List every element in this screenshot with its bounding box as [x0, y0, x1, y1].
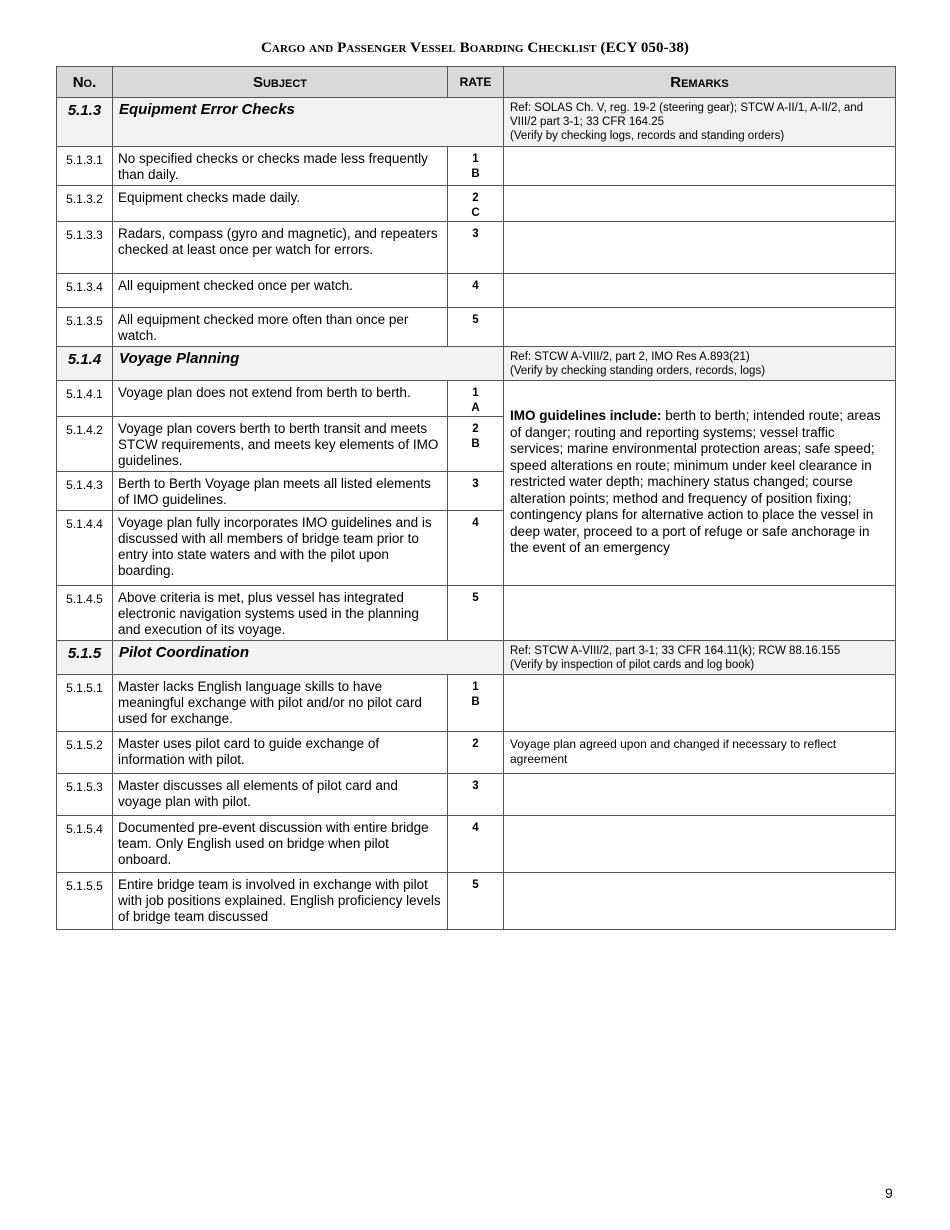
header-subject: Subject: [113, 67, 448, 98]
item-rate: [448, 873, 504, 930]
rate-value: 1: [472, 681, 479, 693]
item-number: 5.1.5.3: [57, 774, 113, 816]
table-row: [57, 675, 896, 732]
section-title: Pilot Coordination: [113, 641, 504, 675]
section-verify-text: (Verify by checking standing orders, records, logs): [510, 365, 766, 377]
item-number: 5.1.5.5: [57, 873, 113, 930]
header-rate: RATE: [448, 67, 504, 98]
rate-code: B: [471, 168, 480, 180]
item-remark: [504, 586, 896, 641]
rate-value: 5: [472, 592, 479, 604]
table-row: [57, 873, 896, 930]
table-row: [57, 186, 896, 222]
table-row: [57, 147, 896, 186]
item-subject: Voyage plan fully incorporates IMO guidelines and is discussed with all members of bridge team prior to entry into state waters and with the pilot upon boarding.: [113, 511, 448, 586]
header-no: No.: [57, 67, 113, 98]
item-rate: [448, 308, 504, 347]
checklist-table: [56, 66, 896, 930]
rate-value: 5: [472, 314, 479, 326]
section-ref-text: Ref: SOLAS Ch. V, reg. 19-2 (steering gear); STCW A-II/1, A-II/2, and VIII/2 part 3-1; 33 CFR 164.25: [510, 102, 864, 128]
item-subject: Voyage plan does not extend from berth to berth.: [113, 381, 448, 417]
rate-value: 3: [472, 780, 479, 792]
imo-guidelines-label: IMO guidelines include:: [510, 408, 662, 423]
section-number: 5.1.3: [57, 98, 113, 147]
item-subject: Voyage plan covers berth to berth transit and meets STCW requirements, and meets key elements of IMO guidelines.: [113, 417, 448, 472]
rate-value: 2: [472, 738, 479, 750]
header-remarks: Remarks: [504, 67, 896, 98]
item-remark: [504, 873, 896, 930]
rate-value: 3: [472, 228, 479, 240]
item-number: 5.1.3.5: [57, 308, 113, 347]
item-subject: No specified checks or checks made less frequently than daily.: [113, 147, 448, 186]
rate-value: 1: [472, 387, 479, 399]
rate-value: 4: [472, 280, 479, 292]
section-ref-text: Ref: STCW A-VIII/2, part 2, IMO Res A.893(21): [510, 351, 750, 363]
item-number: 5.1.3.3: [57, 222, 113, 274]
rate-code: A: [471, 402, 480, 414]
rate-code: B: [471, 438, 480, 450]
header-row: [57, 67, 896, 98]
rate-value: 4: [472, 822, 479, 834]
item-number: 5.1.5.4: [57, 816, 113, 873]
section-reference: [504, 98, 896, 147]
item-subject: Entire bridge team is involved in exchange with pilot with job positions explained. English proficiency levels of bridge team discussed: [113, 873, 448, 930]
item-remark: Voyage plan agreed upon and changed if necessary to reflect agreement: [504, 732, 896, 774]
item-number: 5.1.4.5: [57, 586, 113, 641]
document-title: Cargo and Passenger Vessel Boarding Checklist (ECY 050-38): [260, 40, 690, 56]
item-subject: Master discusses all elements of pilot card and voyage plan with pilot.: [113, 774, 448, 816]
item-subject: Above criteria is met, plus vessel has integrated electronic navigation systems used in the planning and execution of its voyage.: [113, 586, 448, 641]
page-number: 9: [885, 1185, 893, 1201]
imo-guidelines-text: berth to berth; intended route; areas of danger; routing and reporting systems; vessel traffic services; marine environmental protection areas; safe speed; speed alterations en route; minimum under keel clearance in restricted water depth; machinery status changed; course alteration points; method and frequency of position fixing; contingency plans for alternative action to place the vessel in deep water, proceed to a port of refuge or safe anchorage in the event of an emergency: [510, 408, 881, 555]
item-number: 5.1.3.1: [57, 147, 113, 186]
item-remark: [504, 222, 896, 274]
section-number: 5.1.5: [57, 641, 113, 675]
table-row: [57, 308, 896, 347]
item-remark: [504, 274, 896, 308]
item-rate: [448, 586, 504, 641]
item-rate: [448, 381, 504, 417]
section-row-voyage-planning: [57, 347, 896, 381]
item-subject: Equipment checks made daily.: [113, 186, 448, 222]
item-remark: [504, 308, 896, 347]
item-remark: [504, 147, 896, 186]
rate-code: B: [471, 696, 480, 708]
rate-value: 2: [472, 192, 479, 204]
item-number: 5.1.4.1: [57, 381, 113, 417]
table-row: [57, 732, 896, 774]
item-rate: [448, 222, 504, 274]
item-rate: [448, 186, 504, 222]
table-row: [57, 586, 896, 641]
item-remark: [504, 186, 896, 222]
item-number: 5.1.3.2: [57, 186, 113, 222]
item-rate: [448, 417, 504, 472]
item-subject: Documented pre-event discussion with entire bridge team. Only English used on bridge when pilot onboard.: [113, 816, 448, 873]
section-number: 5.1.4: [57, 347, 113, 381]
section-verify-text: (Verify by inspection of pilot cards and log book): [510, 659, 755, 671]
table-row: [57, 381, 896, 417]
item-rate: [448, 472, 504, 511]
item-subject: Master uses pilot card to guide exchange of information with pilot.: [113, 732, 448, 774]
rate-value: 3: [472, 478, 479, 490]
section-row-equipment-error-checks: [57, 98, 896, 147]
rate-value: 4: [472, 517, 479, 529]
section-verify-text: (Verify by checking logs, records and standing orders): [510, 130, 785, 142]
item-remark: [504, 816, 896, 873]
table-row: [57, 274, 896, 308]
rate-code: C: [471, 207, 480, 219]
item-rate: [448, 511, 504, 586]
item-rate: [448, 732, 504, 774]
section-ref-text: Ref: STCW A-VIII/2, part 3-1; 33 CFR 164.11(k); RCW 88.16.155: [510, 645, 841, 657]
item-subject: Master lacks English language skills to have meaningful exchange with pilot and/or no pilot card used for exchange.: [113, 675, 448, 732]
section-title: Voyage Planning: [113, 347, 504, 381]
item-remark: [504, 675, 896, 732]
item-subject: Berth to Berth Voyage plan meets all listed elements of IMO guidelines.: [113, 472, 448, 511]
imo-guidelines-remark: [504, 381, 896, 586]
item-rate: [448, 774, 504, 816]
section-reference: [504, 347, 896, 381]
item-number: 5.1.4.3: [57, 472, 113, 511]
item-number: 5.1.5.2: [57, 732, 113, 774]
section-title: Equipment Error Checks: [113, 98, 504, 147]
rate-value: 5: [472, 879, 479, 891]
item-number: 5.1.5.1: [57, 675, 113, 732]
item-subject: Radars, compass (gyro and magnetic), and repeaters checked at least once per watch for errors.: [113, 222, 448, 274]
item-rate: [448, 816, 504, 873]
item-number: 5.1.4.4: [57, 511, 113, 586]
section-row-pilot-coordination: [57, 641, 896, 675]
item-number: 5.1.4.2: [57, 417, 113, 472]
rate-value: 2: [472, 423, 479, 435]
item-rate: [448, 675, 504, 732]
item-rate: [448, 147, 504, 186]
item-rate: [448, 274, 504, 308]
item-remark: [504, 774, 896, 816]
item-subject: All equipment checked more often than once per watch.: [113, 308, 448, 347]
section-reference: [504, 641, 896, 675]
table-row: [57, 222, 896, 274]
item-subject: All equipment checked once per watch.: [113, 274, 448, 308]
table-row: [57, 816, 896, 873]
table-row: [57, 774, 896, 816]
rate-value: 1: [472, 153, 479, 165]
item-number: 5.1.3.4: [57, 274, 113, 308]
